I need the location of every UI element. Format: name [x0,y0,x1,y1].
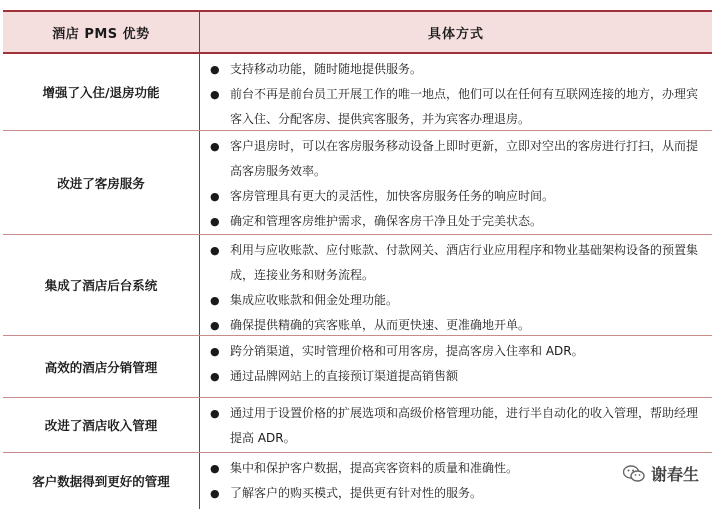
list-item [210,209,706,234]
bullet-icon: ● [210,63,220,76]
header-advantage: 酒店 PMS 优势 [3,12,200,52]
row-content [200,131,712,234]
list-item [210,134,706,184]
bullet-icon: ● [210,190,220,203]
row-label: 增强了入住/退房功能 [3,54,200,130]
list-item [210,401,706,451]
list-item [210,313,706,338]
row-content [200,398,712,452]
table-row [3,54,712,131]
list-item [210,364,706,389]
list-item [210,339,706,364]
header-method: 具体方式 [427,26,484,42]
bullet-icon: ● [210,462,220,475]
table-row [3,398,712,453]
table-row [3,453,712,509]
list-item [210,288,706,313]
bullet-text: 通过品牌网站上的直接预订渠道提高销售额 [230,369,459,383]
bullet-icon: ● [210,407,220,420]
bullet-text: 利用与应收账款、应付账款、付款网关、酒店行业应用程序和物业基础架构设备的预置集成，连接业务和财务流程。 [230,243,699,282]
row-label: 改进了酒店收入管理 [3,398,200,452]
bullet-icon: ● [210,140,220,153]
bullet-text: 集成应收账款和佣金处理功能。 [230,293,399,307]
bullet-icon: ● [210,345,220,358]
bullet-icon: ● [210,88,220,101]
table-header [3,12,712,54]
bullet-text: 了解客户的购买模式，提供更有针对性的服务。 [230,486,483,500]
list-item [210,57,706,82]
row-content [200,235,712,335]
bullet-text: 通过用于设置价格的扩展选项和高级价格管理功能，进行半自动化的收入管理，帮助经理提高 ADR。 [230,406,699,445]
bullet-text: 客房管理具有更大的灵活性，加快客房服务任务的响应时间。 [230,189,555,203]
bullet-icon: ● [210,319,220,332]
watermark-text: 谢春生 [650,465,699,484]
table-row [3,235,712,336]
bullet-text: 跨分销渠道，实时管理价格和可用客房，提高客房入住率和 ADR。 [230,344,584,358]
list-item [210,82,706,132]
bullet-text: 确保提供精确的宾客账单，从而更快速、更准确地开单。 [230,318,531,332]
bullet-icon: ● [210,215,220,228]
list-item [210,184,706,209]
wechat-icon [623,465,645,483]
watermark [617,460,705,487]
row-content [200,54,712,130]
bullet-icon: ● [210,487,220,500]
row-label: 高效的酒店分销管理 [3,336,200,397]
bullet-text: 支持移动功能，随时随地提供服务。 [230,62,423,76]
bullet-text: 前台不再是前台员工开展工作的唯一地点，他们可以在任何有互联网连接的地方，办理宾客入住、分配客房、提供宾客服务，并为宾客办理退房。 [230,87,699,126]
advantages-table [3,10,712,509]
bullet-text: 客户退房时，可以在客房服务移动设备上即时更新，立即对空出的客房进行打扫，从而提高客房服务效率。 [230,139,699,178]
bullet-icon: ● [210,244,220,257]
bullet-icon: ● [210,294,220,307]
bullet-text: 确定和管理客房维护需求，确保客房干净且处于完美状态。 [230,214,543,228]
bullet-icon: ● [210,370,220,383]
table-row [3,336,712,398]
list-item [210,238,706,288]
bullet-text: 集中和保护客户数据，提高宾客资料的质量和准确性。 [230,461,519,475]
row-label: 客户数据得到更好的管理 [3,453,200,509]
row-label: 改进了客房服务 [3,131,200,234]
row-content [200,336,712,397]
table-row [3,131,712,235]
row-label: 集成了酒店后台系统 [3,235,200,335]
